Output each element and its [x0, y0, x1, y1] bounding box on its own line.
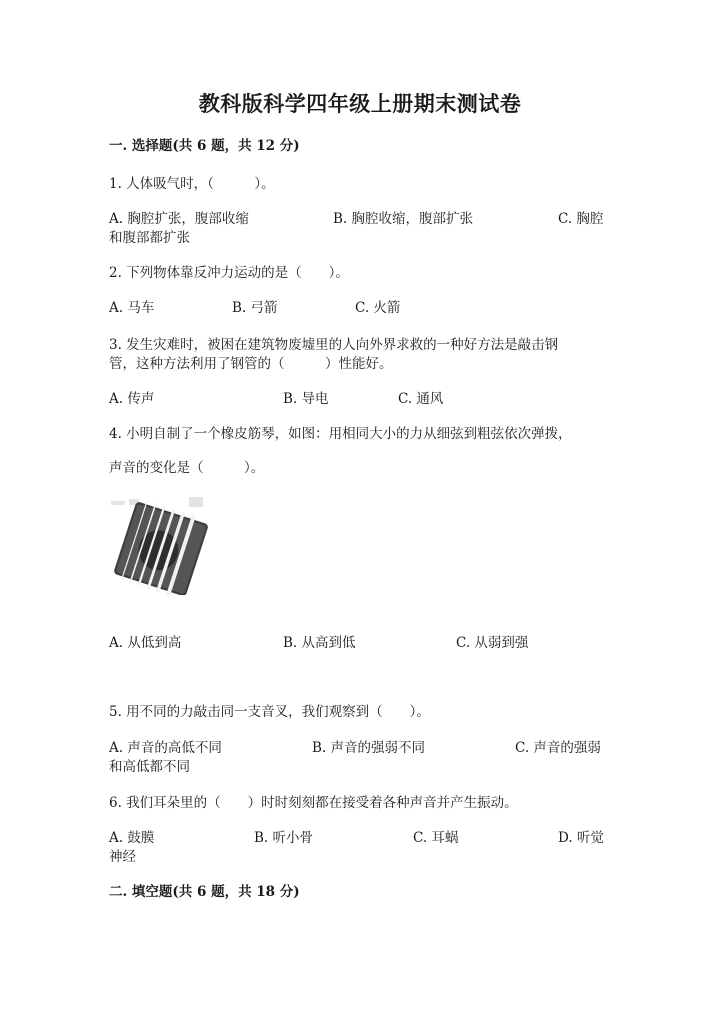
- question-4-stem-line-1: 4. 小明自制了一个橡皮筋琴，如图：用相同大小的力从细弦到粗弦依次弹拨，: [109, 426, 572, 442]
- page-title: 教科版科学四年级上册期末测试卷: [198, 91, 522, 116]
- question-5-option-a: A. 声音的高低不同: [109, 740, 222, 756]
- section-heading-fill-in: 二. 填空题(共 6 题，共 18 分): [109, 884, 300, 900]
- question-2-option-c: C. 火箭: [355, 300, 401, 316]
- question-5-option-c-continued: 和高低都不同: [109, 759, 190, 775]
- question-1-option-b: B. 胸腔收缩，腹部扩张: [333, 211, 474, 227]
- question-6-option-b: B. 听小骨: [254, 830, 314, 846]
- question-4-option-b: B. 从高到低: [283, 635, 356, 651]
- question-4-stem-line-2: 声音的变化是（ ）。: [109, 460, 265, 476]
- question-5-option-b: B. 声音的强弱不同: [312, 740, 426, 756]
- question-3-option-c: C. 通风: [398, 391, 444, 407]
- section-heading-choice: 一. 选择题(共 6 题，共 12 分): [109, 138, 300, 154]
- question-3-stem-line-2: 管，这种方法利用了钢管的（ ）性能好。: [109, 356, 393, 372]
- question-5-option-c: C. 声音的强弱: [515, 740, 601, 756]
- question-3-option-a: A. 传声: [109, 391, 155, 407]
- question-1-option-a: A. 胸腔扩张，腹部收缩: [109, 211, 249, 227]
- question-4-option-c: C. 从弱到强: [456, 635, 529, 651]
- question-6-option-c: C. 耳蜗: [413, 830, 459, 846]
- question-2-stem: 2. 下列物体靠反冲力运动的是（ ）。: [109, 265, 349, 281]
- rubber-band-guitar-figure: [109, 497, 213, 595]
- question-6-option-d-continued: 神经: [109, 849, 136, 865]
- question-5-stem: 5. 用不同的力敲击同一支音叉，我们观察到（ ）。: [109, 704, 430, 720]
- question-6-option-a: A. 鼓膜: [109, 830, 155, 846]
- question-4-option-a: A. 从低到高: [109, 635, 182, 651]
- question-6-option-d: D. 听觉: [558, 830, 604, 846]
- question-3-option-b: B. 导电: [283, 391, 329, 407]
- question-3-stem-line-1: 3. 发生灾难时，被困在建筑物废墟里的人向外界求救的一种好方法是敲击钢: [109, 337, 559, 353]
- rubber-band-guitar-image: [109, 497, 213, 595]
- question-1-option-c: C. 胸腔: [558, 211, 604, 227]
- question-6-stem: 6. 我们耳朵里的（ ）时时刻刻都在接受着各种声音并产生振动。: [109, 795, 518, 811]
- question-1-option-c-continued: 和腹部都扩张: [109, 230, 190, 246]
- question-2-option-b: B. 弓箭: [232, 300, 278, 316]
- question-2-option-a: A. 马车: [109, 300, 155, 316]
- question-1-stem: 1. 人体吸气时，（ ）。: [109, 176, 275, 192]
